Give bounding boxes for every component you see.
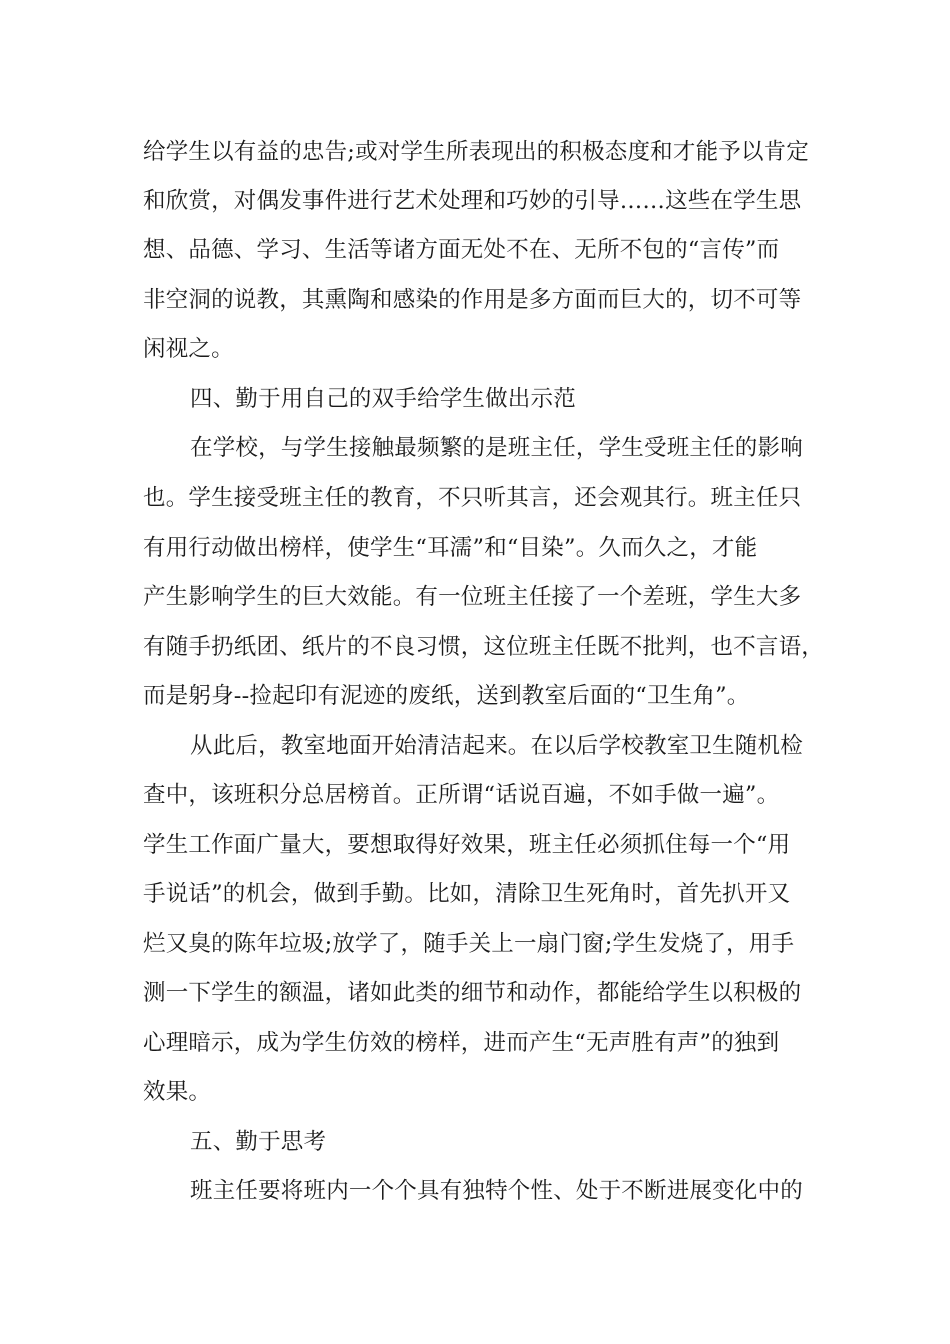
text-line: 手说话”的机会，做到手勤。比如，清除卫生死角时，首先扒开又 — [143, 881, 791, 907]
text-line: 有用行动做出榜样，使学生“耳濡”和“目染”。久而久之，才能 — [143, 535, 758, 561]
text-line: 学生工作面广量大，要想取得好效果，班主任必须抓住每一个“用 — [143, 832, 791, 858]
text-line: 在学校，与学生接触最频繁的是班主任，学生受班主任的影响 — [190, 435, 803, 461]
text-line: 测一下学生的额温，诸如此类的细节和动作，都能给学生以积极的 — [143, 980, 802, 1006]
text-line: 查中，该班积分总居榜首。正所谓“话说百遍，不如手做一遍”。 — [143, 782, 780, 808]
text-line: 而是躬身--捡起印有泥迹的废纸，送到教室后面的“卫生角”。 — [143, 683, 750, 709]
text-line: 班主任要将班内一个个具有独特个性、处于不断进展变化中的 — [190, 1178, 803, 1204]
section-heading: 五、勤于思考 — [190, 1129, 327, 1155]
section-heading: 四、勤于用自己的双手给学生做出示范 — [190, 386, 576, 412]
text-line: 效果。 — [143, 1079, 212, 1105]
text-line: 从此后，教室地面开始清洁起来。在以后学校教室卫生随机检 — [190, 733, 803, 759]
text-line: 非空洞的说教，其熏陶和感染的作用是多方面而巨大的，切不可等 — [143, 287, 802, 313]
text-line: 产生影响学生的巨大效能。有一位班主任接了一个差班，学生大多 — [143, 584, 802, 610]
text-line: 有随手扔纸团、纸片的不良习惯，这位班主任既不批判，也不言语， — [143, 634, 825, 660]
text-line: 烂又臭的陈年垃圾;放学了，随手关上一扇门窗;学生发烧了，用手 — [143, 931, 795, 957]
text-line: 也。学生接受班主任的教育，不只听其言，还会观其行。班主任只 — [143, 485, 802, 511]
text-line: 和欣赏，对偶发事件进行艺术处理和巧妙的引导……这些在学生思 — [143, 188, 802, 214]
text-line: 给学生以有益的忠告;或对学生所表现出的积极态度和才能予以肯定 — [143, 139, 810, 165]
text-line: 想、品德、学习、生活等诸方面无处不在、无所不包的“言传”而 — [143, 237, 780, 263]
text-line: 闲视之。 — [143, 336, 234, 362]
text-line: 心理暗示，成为学生仿效的榜样，进而产生“无声胜有声”的独到 — [143, 1030, 780, 1056]
